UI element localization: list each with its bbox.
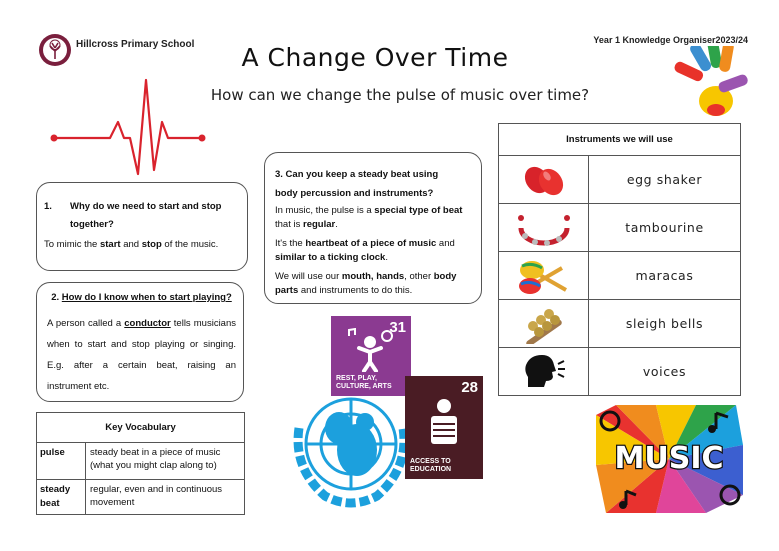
instrument-name: maracas	[589, 252, 741, 300]
vocab-term: steady beat	[37, 480, 86, 515]
instrument-name: voices	[589, 348, 741, 396]
table-row	[499, 300, 741, 348]
question-3-box	[264, 152, 482, 304]
table-row	[499, 348, 741, 396]
vocabulary-heading: Key Vocabulary	[37, 413, 245, 443]
reading-child-icon	[419, 398, 469, 446]
rights-article-31-badge: 31 REST, PLAY, CULTURE, ARTS	[331, 316, 411, 396]
table-row	[37, 443, 245, 480]
creative-hand-logo-icon	[666, 46, 754, 118]
question-1-answer: To mimic the start and stop of the music.	[44, 239, 219, 250]
question-3-paragraph-3: We will use our mouth, hands, other body parts and instruments to do this.	[275, 271, 457, 296]
unicef-logo-icon	[285, 378, 417, 518]
question-1-text: Why do we need to start and stop together?	[70, 201, 222, 230]
question-3-paragraph-2: It's the heartbeat of a piece of music and similar to a ticking clock.	[275, 238, 455, 263]
table-row	[499, 252, 741, 300]
organiser-label: Year 1 Knowledge Organiser2023/24	[593, 35, 748, 45]
vocab-term: pulse	[37, 443, 86, 480]
school-name: Hillcross Primary School	[76, 39, 195, 50]
tambourine-icon	[515, 208, 573, 248]
instruments-table	[498, 123, 741, 396]
sleigh-bells-icon	[519, 304, 569, 344]
instrument-name: tambourine	[589, 204, 741, 252]
instrument-name: sleigh bells	[589, 300, 741, 348]
child-playing-icon	[345, 328, 395, 372]
page-subtitle: How can we change the pulse of music over time?	[210, 86, 590, 104]
maracas-icon	[516, 256, 572, 296]
instruments-heading: Instruments we will use	[499, 124, 741, 156]
key-vocabulary-table	[36, 412, 245, 515]
table-row	[499, 204, 741, 252]
school-crest-icon	[38, 33, 72, 67]
question-2-text: 2. How do I know when to start playing?	[51, 292, 232, 303]
rights-article-28-badge: 28 ACCESS TO EDUCATION	[405, 376, 483, 479]
music-logo-text: MUSIC	[614, 441, 724, 476]
table-row	[499, 156, 741, 204]
instrument-name: egg shaker	[589, 156, 741, 204]
music-logo-icon	[596, 405, 743, 513]
question-2-answer: A person called a conductor tells musicians when to start and stop playing or singing. E.g. after a certain beat, raising an instrument etc.	[47, 318, 236, 392]
question-1-box	[36, 182, 248, 271]
question-3-paragraph-1: In music, the pulse is a special type of beat that is regular.	[275, 205, 463, 230]
egg-shaker-icon	[519, 162, 569, 198]
page-title: A Change Over Time	[241, 43, 509, 72]
heartbeat-pulse-icon	[50, 78, 215, 188]
vocab-definition: steady beat in a piece of music (what you might clap along to)	[86, 443, 245, 480]
question-1-number: 1.	[44, 201, 52, 212]
table-row	[37, 480, 245, 515]
voice-icon	[522, 353, 566, 391]
question-2-box	[36, 282, 244, 402]
vocab-definition: regular, even and in continuous movement	[86, 480, 245, 515]
question-3-text: 3. Can you keep a steady beat using body percussion and instruments?	[275, 169, 439, 199]
